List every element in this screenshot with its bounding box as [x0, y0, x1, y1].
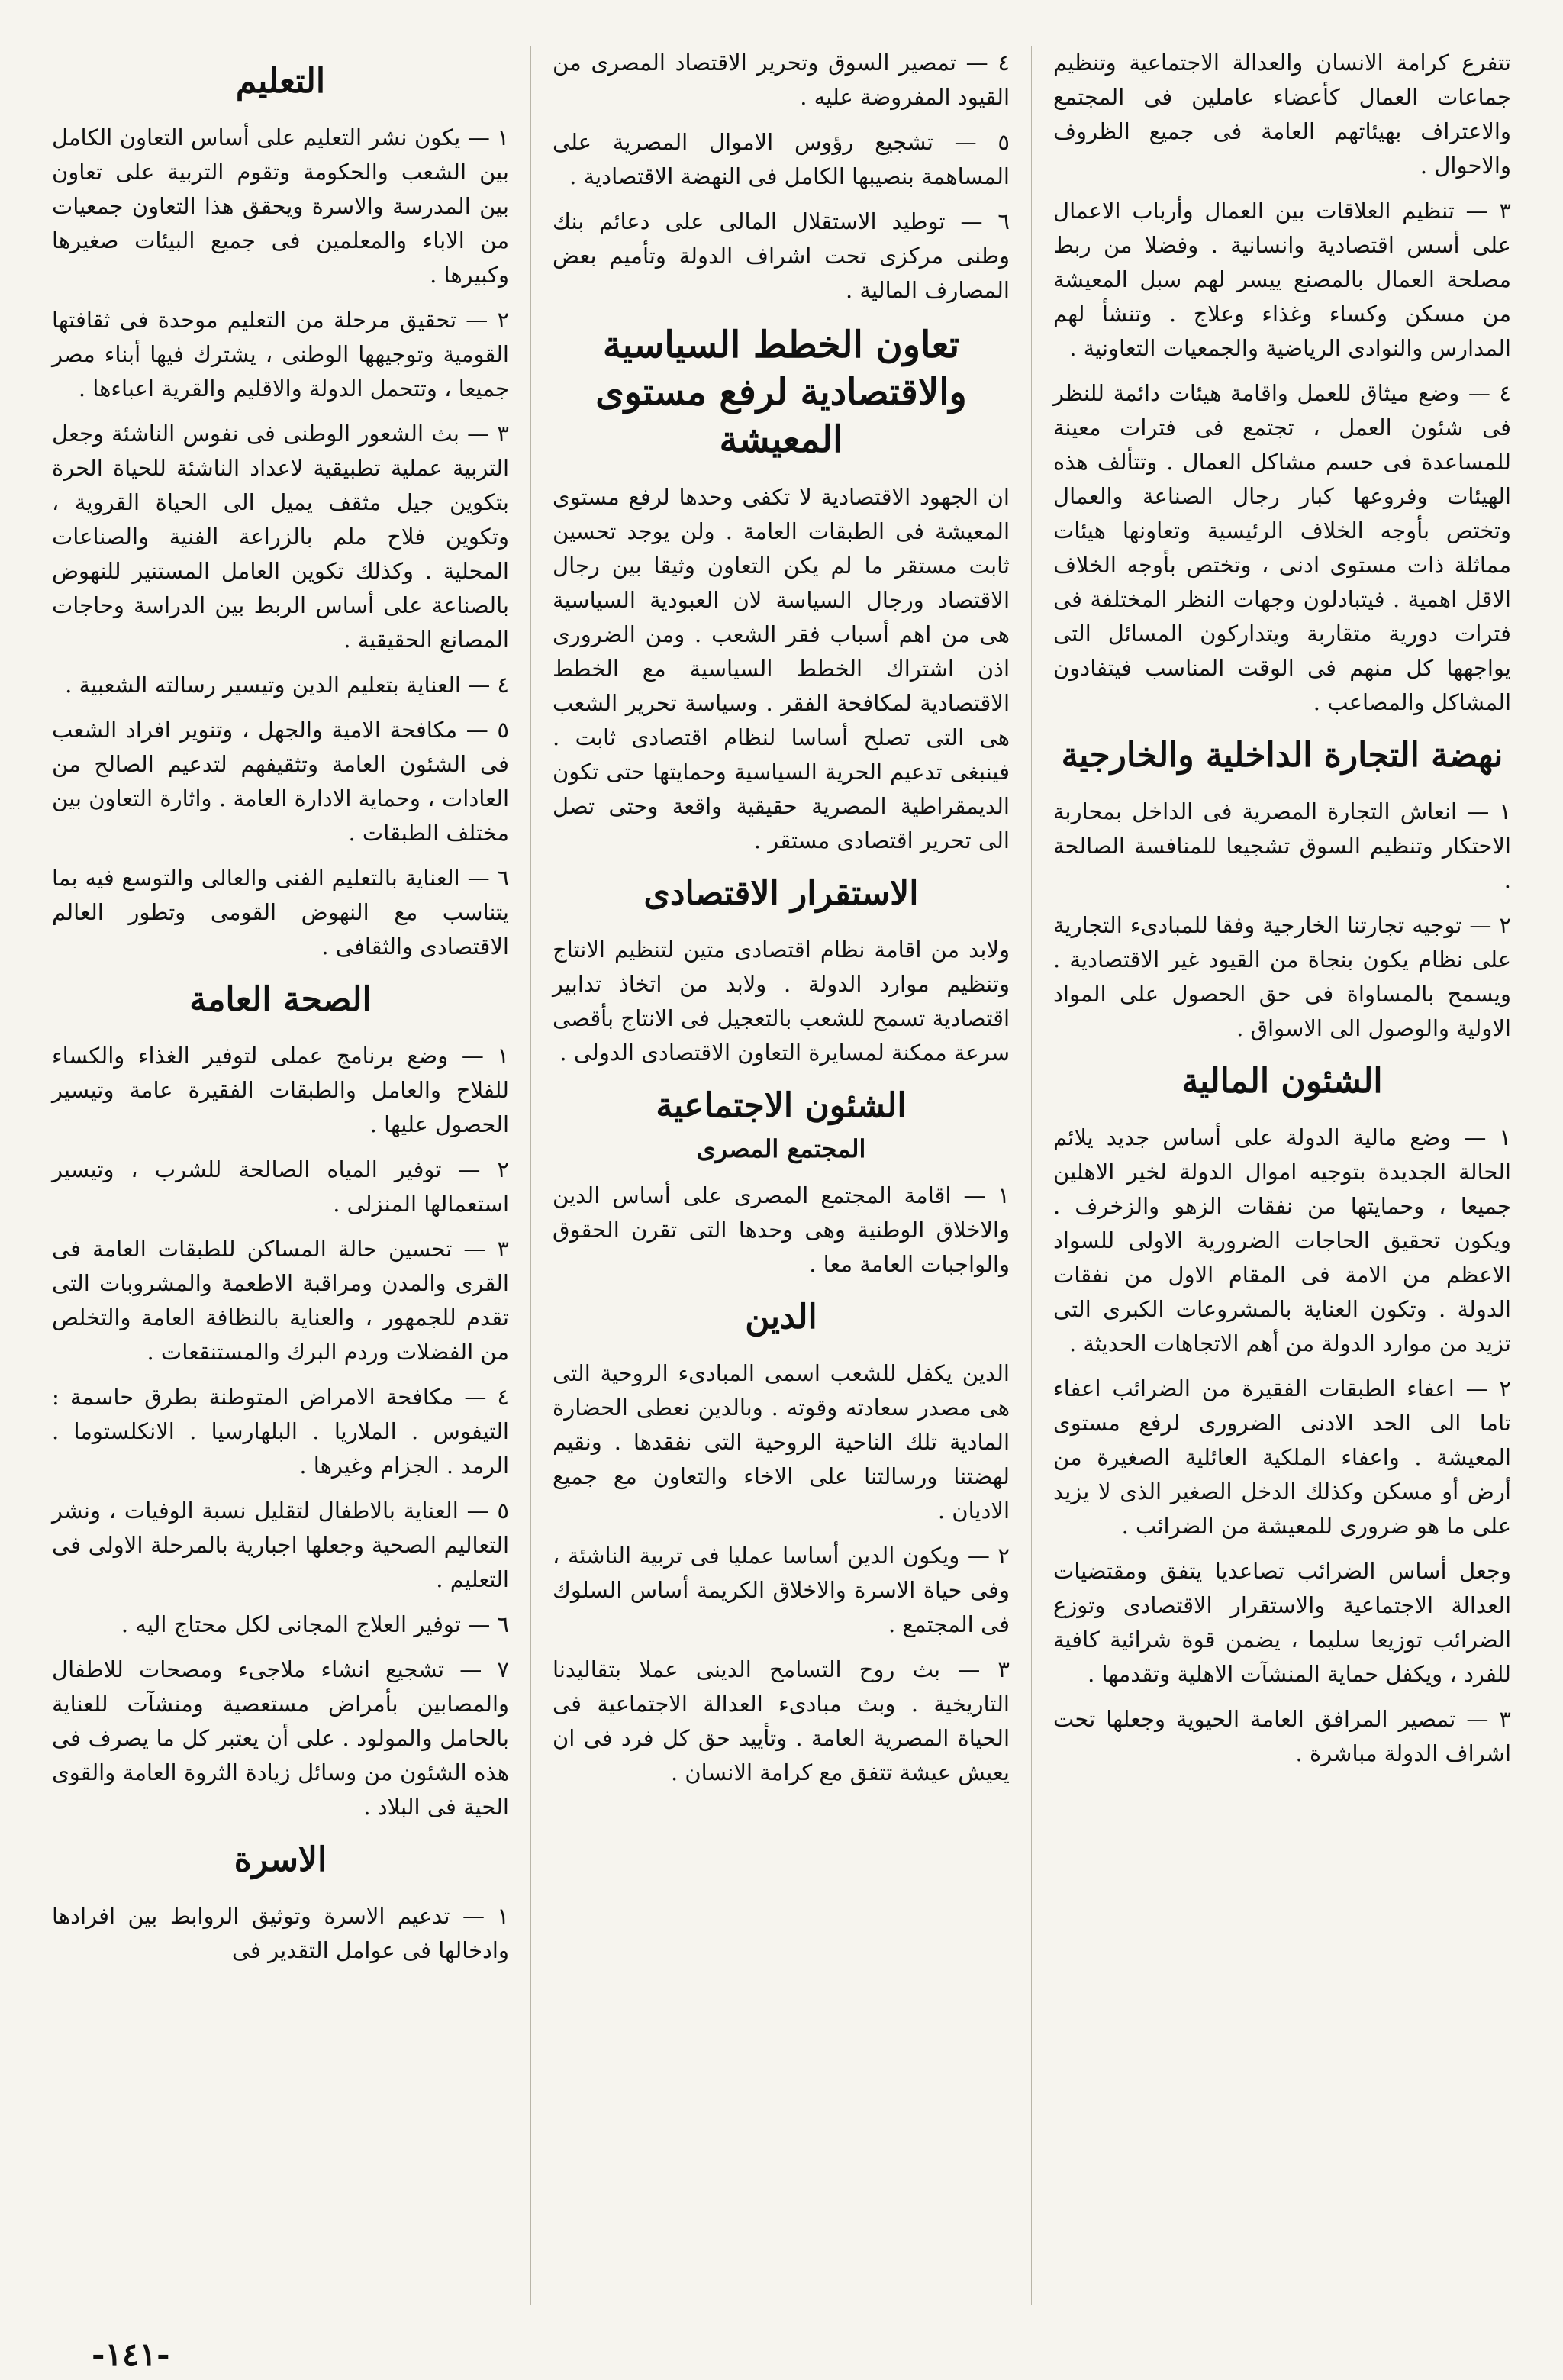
page-number: -١٤١-: [92, 2336, 170, 2373]
section-heading: الشئون المالية: [1181, 1062, 1383, 1101]
paragraph: ٦ — العناية بالتعليم الفنى والعالى والتوسع فيه بما يتناسب مع النهوض القومى وتطور العالم الاقتصادى والثقافى .: [52, 865, 509, 959]
paragraph: ١ — تدعيم الاسرة وتوثيق الروابط بين افرادها وادخالها فى عوامل التقدير فى: [52, 1903, 509, 1963]
column-left: [31, 46, 531, 2305]
paragraph: ٢ — تحقيق مرحلة من التعليم موحدة فى ثقافتها القومية وتوجيهها الوطنى ، يشترك فيها أبناء مصر جميعا ، وتتحمل الدولة والاقليم والقرية اعباءها .: [52, 307, 509, 402]
paragraph: ١ — وضع مالية الدولة على أساس جديد يلائم الحالة الجديدة بتوجيه اموال الدولة لخير الاهلين جميعا ، وحمايتها من نفقات الزهو والزخرف . ويكون تحقيق الحاجات الضرورية الاولى للسواد الاعظم من الامة فى المقام الاول من نفقات الدولة . وتكون العناية بالمشروعات الكبرى التى تزيد من موارد الدولة من أهم الاتجاهات الحديثة .: [1053, 1124, 1511, 1356]
paragraph: ٢ — ويكون الدين أساسا عمليا فى تربية الناشئة ، وفى حياة الاسرة والاخلاق الكريمة أساس السلوك فى المجتمع .: [553, 1543, 1010, 1637]
paragraph: ٣ — تنظيم العلاقات بين العمال وأرباب الاعمال على أسس اقتصادية وانسانية . وفضلا من ربط مصلحة العمال بالمصنع ييسر لهم سبل المعيشة من مسكن وكساء وغذاء وعلاج . وتنشأ لهم المدارس والنوادى الرياضية والجمعيات التعاونية .: [1053, 198, 1511, 361]
paragraph: ٥ — العناية بالاطفال لتقليل نسبة الوفيات ، ونشر التعاليم الصحية وجعلها اجبارية بالمرحلة الاولى فى التعليم .: [52, 1498, 509, 1592]
article-columns: [31, 46, 1532, 2305]
paragraph: ٤ — العناية بتعليم الدين وتيسير رسالته الشعبية .: [65, 672, 509, 698]
section-heading: الشئون الاجتماعية: [656, 1086, 907, 1125]
paragraph: ٤ — مكافحة الامراض المتوطنة بطرق حاسمة : التيفوس . الملاريا . البلهارسيا . الانكلستوما . الرمد . الجزام وغيرها .: [52, 1384, 509, 1479]
paragraph: ٤ — تمصير السوق وتحرير الاقتصاد المصرى من القيود المفروضة عليه .: [553, 50, 1010, 110]
paragraph: ١ — وضع برنامج عملى لتوفير الغذاء والكساء للفلاح والعامل والطبقات الفقيرة عامة وتيسير الحصول عليها .: [52, 1043, 509, 1137]
paragraph: ان الجهود الاقتصادية لا تكفى وحدها لرفع مستوى المعيشة فى الطبقات العامة . ولن يوجد تحسين ثابت مستقر ما لم يكن التعاون وثيقا بين رجال الاقتصاد ورجال السياسة لان العبودية السياسية هى من اهم أسباب فقر الشعب . ومن الضرورى اذن اشتراك الخطط السياسية مع الخطط الاقتصادية لمكافحة الفقر . وسياسة تحرير الشعب هى التى تصلح أساسا لنظام اقتصادى ثابت . فينبغى تدعيم الحرية السياسية وحمايتها حتى تكون الديمقراطية المصرية حقيقية واقعة وحتى تصل الى تحرير اقتصادى مستقر .: [553, 484, 1010, 853]
column-right: [1032, 46, 1532, 2305]
section-subheading: المجتمع المصرى: [696, 1134, 866, 1163]
section-heading: نهضة التجارة الداخلية والخارجية: [1061, 736, 1503, 775]
paragraph: ١ — يكون نشر التعليم على أساس التعاون الكامل بين الشعب والحكومة وتقوم التربية على تعاون بين المدرسة والاسرة ويحقق هذا التعاون جمعيات من الاباء والمعلمين فى جميع البيئات صغيرها وكبيرها .: [52, 124, 509, 288]
section-heading: الاستقرار الاقتصادى: [643, 874, 919, 913]
paragraph: ٣ — بث روح التسامح الدينى عملا بتقاليدنا التاريخية . وبث مبادىء العدالة الاجتماعية فى الحياة المصرية العامة . وتأييد حق كل فرد فى ان يعيش عيشة تتفق مع كرامة الانسان .: [553, 1656, 1010, 1785]
paragraph: ٢ — توجيه تجارتنا الخارجية وفقا للمبادىء التجارية على نظام يكون بنجاة من القيود غير الاقتصادية . ويسمح بالمساواة فى حق الحصول على المواد الاولية والوصول الى الاسواق .: [1053, 912, 1511, 1041]
paragraph: ٣ — تمصير المرافق العامة الحيوية وجعلها تحت اشراف الدولة مباشرة .: [1053, 1706, 1511, 1766]
paragraph: ٧ — تشجيع انشاء ملاجىء ومصحات للاطفال والمصابين بأمراض مستعصية ومنشآت للعناية بالحامل والمولود . على أن يعتبر كل ما يصرف فى هذه الشئون من وسائل زيادة الثروة العامة والقوى الحية فى البلاد .: [52, 1656, 509, 1820]
paragraph: ولابد من اقامة نظام اقتصادى متين لتنظيم الانتاج وتنظيم موارد الدولة . ولابد من اتخاذ تدابير اقتصادية تسمح للشعب بالتعجيل فى الانتاج بأقصى سرعة ممكنة لمسايرة التعاون الاقتصادى الدولى .: [553, 937, 1010, 1066]
section-heading: الاسرة: [234, 1840, 327, 1879]
paragraph: ٣ — تحسين حالة المساكن للطبقات العامة فى القرى والمدن ومراقبة الاطعمة والمشروبات التى تقدم للجمهور ، والعناية بالنظافة العامة والتخلص من الفضلات وردم البرك والمستنقعات .: [52, 1236, 509, 1365]
paragraph: ٦ — توفير العلاج المجانى لكل محتاج اليه .: [121, 1611, 509, 1637]
column-middle: [531, 46, 1032, 2305]
paragraph: ٥ — مكافحة الامية والجهل ، وتنوير افراد الشعب فى الشئون العامة وتثقيفهم لتدعيم الصالح من العادات ، وحماية الادارة العامة . واثارة التعاون بين مختلف الطبقات .: [52, 717, 509, 846]
paragraph: ٥ — تشجيع رؤوس الاموال المصرية على المساهمة بنصيبها الكامل فى النهضة الاقتصادية .: [553, 129, 1010, 189]
paragraph: تتفرع كرامة الانسان والعدالة الاجتماعية وتنظيم جماعات العمال كأعضاء عاملين فى المجتمع والاعتراف بهيئاتهم العامة فى جميع الظروف والاحوال .: [1053, 50, 1511, 179]
paragraph: ٦ — توطيد الاستقلال المالى على دعائم بنك وطنى مركزى تحت اشراف الدولة وتأميم بعض المصارف المالية .: [553, 208, 1010, 303]
section-heading: الصحة العامة: [189, 980, 372, 1019]
paragraph: ٢ — اعفاء الطبقات الفقيرة من الضرائب اعفاء تاما الى الحد الادنى الضرورى لرفع مستوى المعيشة . واعفاء الملكية العائلية الصغيرة من أرض أو مسكن وكذلك الدخل الصغير الذى لا يزيد على ما هو ضرورى للمعيشة من الضرائب .: [1053, 1375, 1511, 1539]
paragraph: ٣ — بث الشعور الوطنى فى نفوس الناشئة وجعل التربية عملية تطبيقية لاعداد الناشئة للحياة الحرة بتكوين جيل مثقف يميل الى الحياة القروية ، وتكوين فلاح ملم بالزراعة الفنية والصناعات المحلية . وكذلك تكوين العامل المستنير للنهوض بالصناعة على أساس الربط بين الدراسة وحاجات المصانع الحقيقية .: [52, 421, 509, 653]
paragraph: الدين يكفل للشعب اسمى المبادىء الروحية التى هى مصدر سعادته وقوته . وبالدين نعطى الحضارة المادية تلك الناحية الروحية التى نفقدها . ونقيم لهضتنا ورسالتنا على الاخاء والتعاون مع جميع الاديان .: [553, 1360, 1010, 1524]
paragraph: ٢ — توفير المياه الصالحة للشرب ، وتيسير استعمالها المنزلى .: [52, 1156, 509, 1217]
section-heading: تعاون الخطط السياسية والاقتصادية لرفع مستوى المعيشة: [595, 324, 967, 461]
paragraph: ٤ — وضع ميثاق للعمل واقامة هيئات دائمة للنظر فى شئون العمل ، تجتمع فى فترات معينة للمساعدة فى حسم مشاكل العمال . وتتألف هذه الهيئات وفروعها كبار رجال الصناعة والعمال وتختص بأوجه الخلاف الرئيسية وتعاونها هيئات مماثلة ذات مستوى ادنى ، وتختص بأوجه الخلاف الاقل اهمية . فيتبادلون وجهات النظر المختلفة فى فترات دورية متقاربة ويتداركون المسائل التى يواجهها كل منهم فى الوقت المناسب فيتفادون المشاكل والمصاعب .: [1053, 380, 1511, 715]
paragraph: ١ — اقامة المجتمع المصرى على أساس الدين والاخلاق الوطنية وهى وحدها التى تقرن الحقوق والواجبات العامة معا .: [553, 1182, 1010, 1277]
section-heading: الدين: [745, 1298, 817, 1337]
section-heading: التعليم: [235, 62, 326, 101]
paragraph: ١ — انعاش التجارة المصرية فى الداخل بمحاربة الاحتكار وتنظيم السوق تشجيعا للمنافسة الصالحة .: [1053, 798, 1511, 893]
paragraph: وجعل أساس الضرائب تصاعديا يتفق ومقتضيات العدالة الاجتماعية والاستقرار الاقتصادى وتوزع الضرائب توزيعا سليما ، يضمن قوة شرائية كافية للفرد ، ويكفل حماية المنشآت الاهلية وتقدمها .: [1053, 1558, 1511, 1687]
